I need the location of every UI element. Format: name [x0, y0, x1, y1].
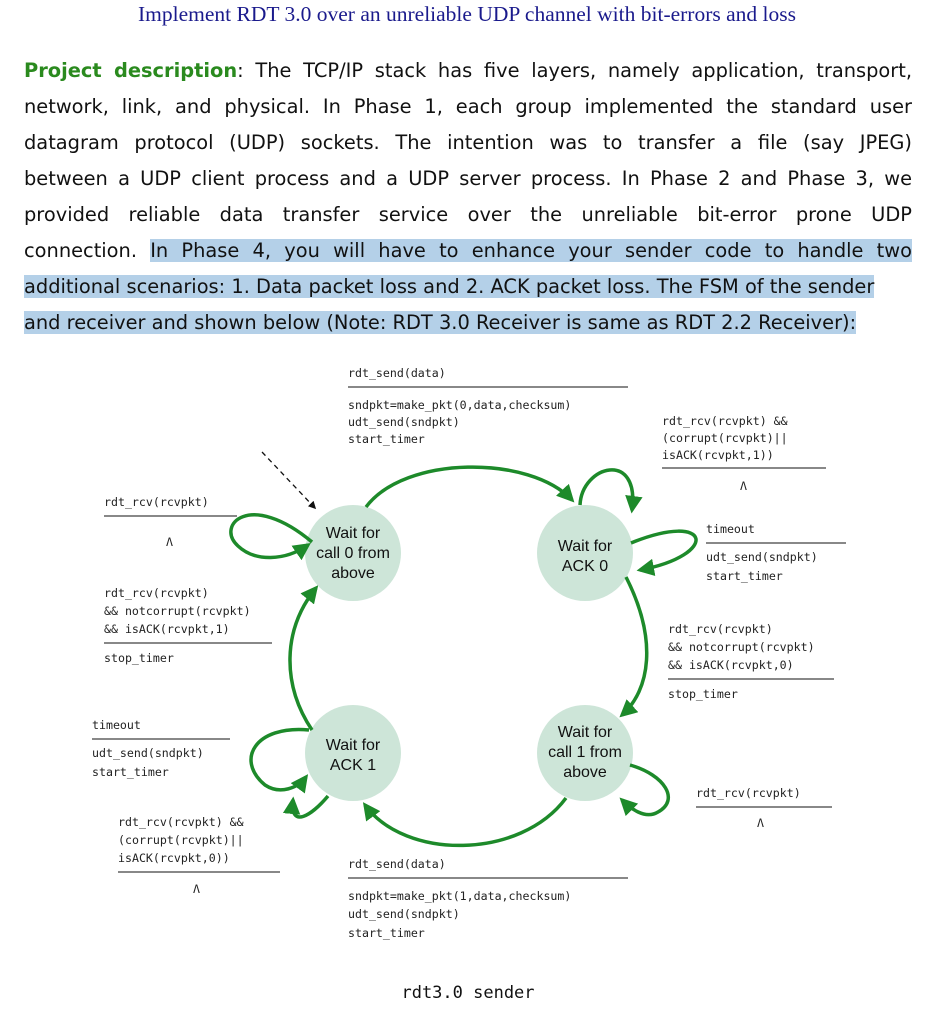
state-label: ACK 1 [329, 757, 377, 774]
action-label: start_timer [92, 765, 169, 779]
action-label: start_timer [348, 926, 425, 940]
self-loop-arrow [251, 730, 309, 790]
event-label: && isACK(rcvpkt,1) [104, 622, 230, 636]
state-label: Wait for [325, 525, 381, 542]
action-label: udt_send(sndpkt) [348, 415, 460, 429]
action-label: sndpkt=make_pkt(0,data,checksum) [348, 398, 572, 412]
self-loop-arrow [580, 470, 633, 510]
event-label: (corrupt(rcvpkt)|| [662, 431, 788, 445]
event-label: isACK(rcvpkt,1)) [662, 448, 774, 462]
action-label: sndpkt=make_pkt(1,data,checksum) [348, 889, 572, 903]
self-loop-arrow [231, 515, 312, 558]
para-line-2: network, link, and physical. In Phase 1, each group implemented the standard user [24, 95, 912, 118]
action-label: stop_timer [104, 651, 174, 665]
lambda-label: Λ [193, 882, 200, 896]
para-line-4: between a UDP client process and a UDP server process. In Phase 2 and Phase 3, we [24, 167, 912, 190]
lambda-label: Λ [740, 479, 747, 493]
transition-arrow [366, 467, 572, 507]
action-label: start_timer [348, 432, 425, 446]
action-label: udt_send(sndpkt) [348, 907, 460, 921]
lambda-label: Λ [757, 816, 764, 830]
highlighted-text: In Phase 4, you will have to enhance your sender code to handle two [150, 239, 913, 262]
para-line-3: datagram protocol (UDP) sockets. The intention was to transfer a file (say JPEG) [24, 131, 912, 154]
self-loop-arrow [293, 796, 328, 817]
state-label: Wait for [557, 724, 613, 741]
event-label: (corrupt(rcvpkt)|| [118, 833, 244, 847]
state-label: above [331, 565, 375, 582]
transition-arrow [365, 798, 566, 845]
diagram-caption: rdt3.0 sender [401, 983, 535, 1003]
lambda-label: Λ [166, 535, 173, 549]
event-label: rdt_rcv(rcvpkt) [696, 786, 801, 800]
event-label: rdt_send(data) [348, 366, 446, 380]
highlighted-text: and receiver and shown below (Note: RDT 3.0 Receiver is same as RDT 2.2 Receiver): [24, 311, 857, 334]
state-label: call 0 from [316, 545, 390, 562]
state-label: Wait for [325, 737, 381, 754]
highlighted-text: additional scenarios: 1. Data packet loss and 2. ACK packet loss. The FSM of the sender [24, 275, 875, 298]
self-loop-arrow [622, 765, 668, 815]
transition-arrow [622, 577, 647, 715]
event-label: && notcorrupt(rcvpkt) [104, 604, 251, 618]
event-label: rdt_rcv(rcvpkt) && [118, 815, 244, 829]
para-line-1: Project description: The TCP/IP stack has five layers, namely application, transport, [24, 59, 912, 82]
event-label: timeout [92, 718, 141, 732]
state-label: ACK 0 [561, 558, 609, 575]
event-label: rdt_rcv(rcvpkt) [104, 586, 209, 600]
state-label: above [563, 764, 607, 781]
event-label: rdt_rcv(rcvpkt) && [662, 414, 788, 428]
action-label: udt_send(sndpkt) [92, 746, 204, 760]
project-description-label: Project description [24, 59, 238, 82]
event-label: rdt_send(data) [348, 857, 446, 871]
para-line-6: connection. In Phase 4, you will have to enhance your sender code to handle two [24, 239, 913, 262]
event-label: && isACK(rcvpkt,0) [668, 658, 794, 672]
event-label: rdt_rcv(rcvpkt) [668, 622, 773, 636]
action-label: stop_timer [668, 687, 738, 701]
event-label: timeout [706, 522, 755, 536]
page-title: Implement RDT 3.0 over an unreliable UDP channel with bit-errors and loss [138, 2, 796, 26]
transition-arrow [290, 588, 316, 730]
event-label: rdt_rcv(rcvpkt) [104, 495, 209, 509]
action-label: udt_send(sndpkt) [706, 550, 818, 564]
state-label: Wait for [557, 538, 613, 555]
event-label: isACK(rcvpkt,0)) [118, 851, 230, 865]
para-line-5: provided reliable data transfer service over the unreliable bit-error prone UDP [24, 203, 912, 226]
action-label: start_timer [706, 569, 783, 583]
state-label: call 1 from [548, 744, 622, 761]
event-label: && notcorrupt(rcvpkt) [668, 640, 815, 654]
initial-state-arrow [262, 452, 315, 508]
self-loop-arrow [631, 531, 696, 570]
